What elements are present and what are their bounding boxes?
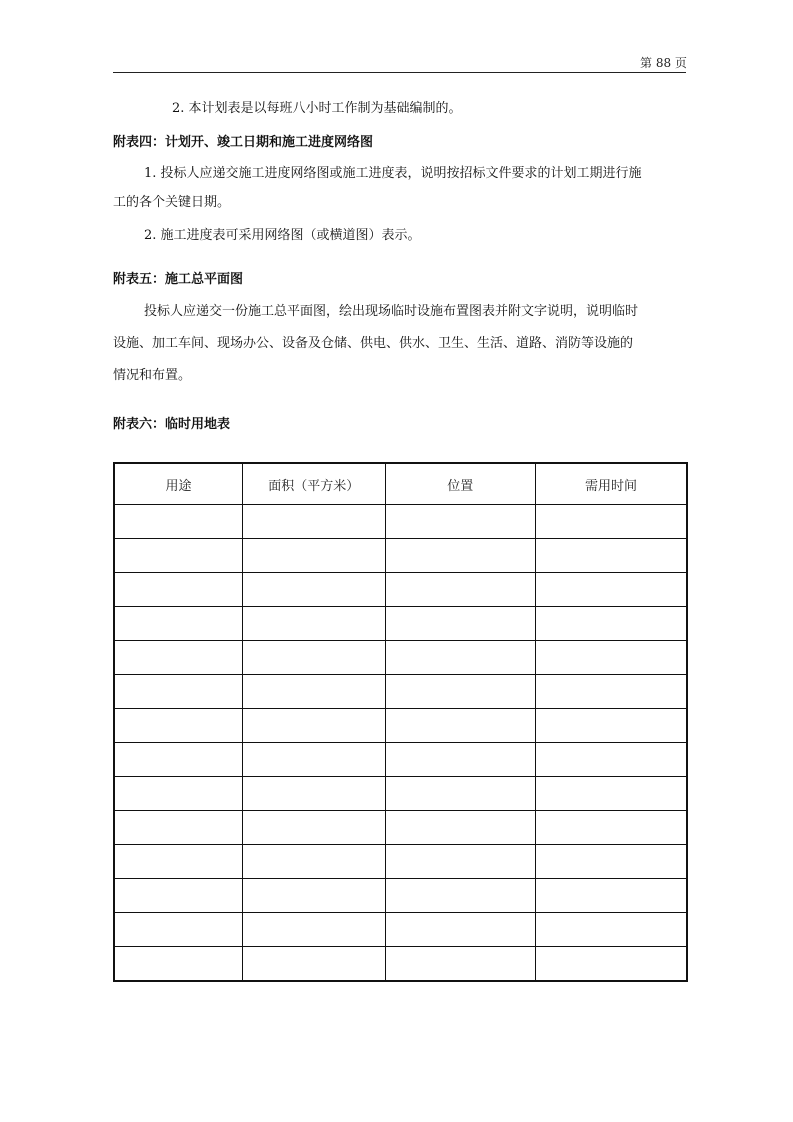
page-number: 第 88 页 [640, 56, 687, 70]
note-2: 2. 本计划表是以每班八小时工作制为基础编制的。 [172, 101, 462, 116]
table-cell [536, 709, 687, 743]
table-cell [536, 947, 687, 982]
table-row [114, 913, 687, 947]
table-cell [243, 607, 386, 641]
table-cell [114, 505, 243, 539]
section5-line2: 设施、加工车间、现场办公、设备及仓储、供电、供水、卫生、生活、道路、消防等设施的 [113, 336, 634, 351]
table-cell [243, 879, 386, 913]
table-row [114, 743, 687, 777]
table-row [114, 641, 687, 675]
section4-item1-line1: 1. 投标人应递交施工进度网络图或施工进度表，说明按招标文件要求的计划工期进行施 [144, 166, 642, 181]
table-cell [536, 811, 687, 845]
table-cell [114, 947, 243, 982]
column-header-location: 位置 [385, 463, 535, 505]
table-row [114, 709, 687, 743]
table-row [114, 879, 687, 913]
table-body [114, 505, 687, 982]
table-cell [114, 913, 243, 947]
table-cell [536, 573, 687, 607]
table-cell [243, 675, 386, 709]
table-cell [114, 675, 243, 709]
table-cell [536, 743, 687, 777]
section4-item1-line2: 工的各个关键日期。 [113, 195, 231, 210]
table-cell [536, 607, 687, 641]
table-cell [385, 879, 535, 913]
table-row [114, 505, 687, 539]
table-cell [243, 845, 386, 879]
section4-title: 附表四：计划开、竣工日期和施工进度网络图 [113, 135, 374, 150]
table-cell [536, 777, 687, 811]
table-row [114, 811, 687, 845]
table-cell [536, 641, 687, 675]
section6-title: 附表六：临时用地表 [113, 417, 231, 432]
table-cell [114, 607, 243, 641]
table-cell [385, 811, 535, 845]
table-cell [536, 505, 687, 539]
table-cell [243, 913, 386, 947]
table-cell [114, 811, 243, 845]
column-header-usage: 用途 [114, 463, 243, 505]
section5-title: 附表五：施工总平面图 [113, 272, 244, 287]
table-cell [385, 947, 535, 982]
table-cell [243, 777, 386, 811]
table-row [114, 947, 687, 982]
table-cell [114, 573, 243, 607]
table-row [114, 675, 687, 709]
table-row [114, 845, 687, 879]
table-cell [536, 879, 687, 913]
table-cell [536, 845, 687, 879]
table-cell [385, 845, 535, 879]
table-cell [385, 573, 535, 607]
section5-line3: 情况和布置。 [113, 368, 192, 383]
table-row [114, 573, 687, 607]
table-cell [114, 539, 243, 573]
table-cell [385, 539, 535, 573]
table-cell [536, 539, 687, 573]
table-cell [243, 573, 386, 607]
table-row [114, 777, 687, 811]
table-cell [243, 709, 386, 743]
table-cell [114, 845, 243, 879]
table-cell [385, 607, 535, 641]
table-cell [385, 505, 535, 539]
table-cell [243, 811, 386, 845]
table-cell [243, 743, 386, 777]
header-divider [113, 72, 686, 73]
table-cell [385, 641, 535, 675]
table-cell [385, 709, 535, 743]
table-cell [536, 913, 687, 947]
table-cell [385, 777, 535, 811]
table-row [114, 607, 687, 641]
table-cell [114, 777, 243, 811]
section5-line1: 投标人应递交一份施工总平面图，绘出现场临时设施布置图表并附文字说明，说明临时 [144, 304, 639, 319]
table-row [114, 539, 687, 573]
column-header-area: 面积（平方米） [243, 463, 386, 505]
table-cell [243, 947, 386, 982]
table-cell [385, 675, 535, 709]
table-cell [243, 539, 386, 573]
table-cell [114, 641, 243, 675]
temporary-land-table [113, 462, 688, 982]
table-cell [243, 505, 386, 539]
table-header-row [114, 463, 687, 505]
table-cell [385, 743, 535, 777]
column-header-time-required: 需用时间 [536, 463, 687, 505]
table-cell [114, 709, 243, 743]
table-cell [114, 879, 243, 913]
table-cell [243, 641, 386, 675]
table-cell [385, 913, 535, 947]
section4-item2: 2. 施工进度表可采用网络图（或横道图）表示。 [144, 228, 421, 243]
table-cell [114, 743, 243, 777]
table-cell [536, 675, 687, 709]
